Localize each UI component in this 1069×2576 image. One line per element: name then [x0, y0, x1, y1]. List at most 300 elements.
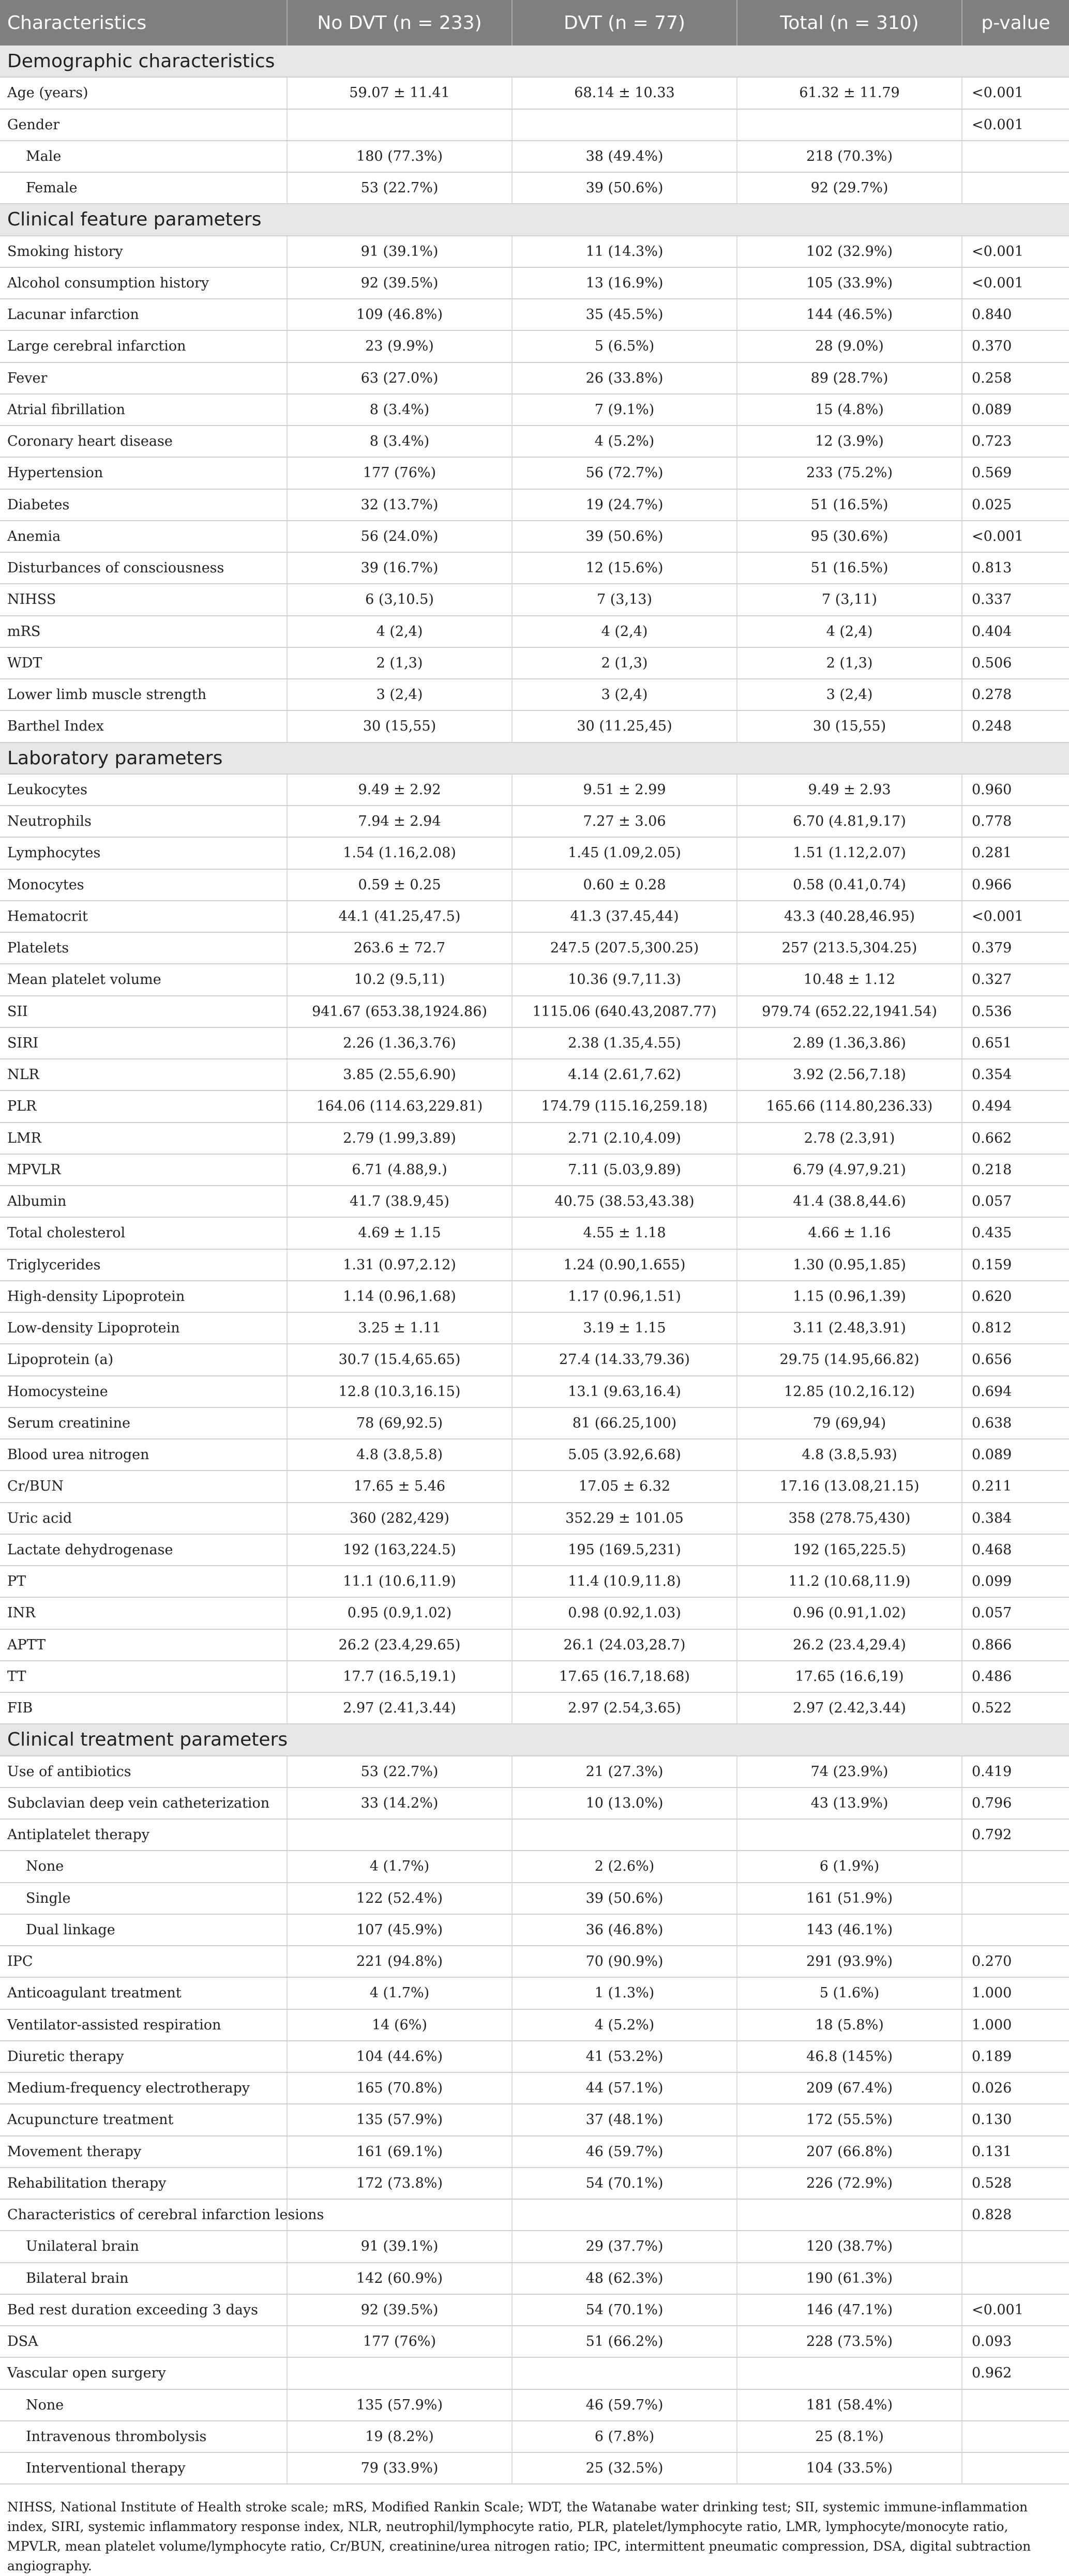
row-label: MPVLR	[0, 1154, 287, 1186]
dvt-cell: 26.1 (24.03,28.7)	[512, 1629, 737, 1661]
dvt-cell: 4 (2,4)	[512, 616, 737, 647]
total-cell: 146 (47.1%)	[737, 2294, 962, 2326]
table-row	[0, 1471, 1069, 1502]
table-footnote: NIHSS, National Institute of Health stroke scale; mRS, Modified Rankin Scale; WDT, the Watanabe water drinking test; SII, systemic immune-inflammation index, SIRI, systemic inflammatory response index, NLR, neutrophil/lymphocyte ratio, PLR, platelet/lymphocyte ratio, LMR, lymphocyte/monocyte ratio, MPVLR, mean platelet volume/lymphocyte ratio, Cr/BUN, creatinine/urea nitrogen ratio; IPC, intermittent pneumatic compression, DSA, digital subtraction angiography.	[7, 2499, 1031, 2573]
no-dvt-cell: 30 (15,55)	[287, 710, 512, 742]
table-row	[0, 584, 1069, 615]
no-dvt-cell: 26.2 (23.4,29.65)	[287, 1629, 512, 1661]
no-dvt-cell: 135 (57.9%)	[287, 2389, 512, 2421]
pvalue-cell: 0.089	[962, 1439, 1069, 1471]
pvalue-cell: 0.840	[962, 299, 1069, 330]
dvt-cell: 39 (50.6%)	[512, 172, 737, 204]
dvt-cell: 68.14 ± 10.33	[512, 77, 737, 109]
no-dvt-cell: 30.7 (15.4,65.65)	[287, 1344, 512, 1375]
dvt-cell: 13.1 (9.63,16.4)	[512, 1376, 737, 1407]
row-label: Large cerebral infarction	[0, 330, 287, 362]
row-label: Bilateral brain	[0, 2263, 287, 2294]
row-label: Disturbances of consciousness	[0, 552, 287, 584]
table-row	[0, 710, 1069, 742]
table-row	[0, 109, 1069, 141]
row-label: Lower limb muscle strength	[0, 679, 287, 710]
dvt-cell: 26 (33.8%)	[512, 362, 737, 394]
row-label: Lymphocytes	[0, 837, 287, 869]
total-cell: 9.49 ± 2.93	[737, 774, 962, 806]
total-cell	[737, 1819, 962, 1851]
pvalue-cell	[962, 1851, 1069, 1882]
total-cell: 43.3 (40.28,46.95)	[737, 901, 962, 932]
pvalue-cell: 0.536	[962, 996, 1069, 1027]
pvalue-cell: 0.159	[962, 1249, 1069, 1281]
section-title: Clinical treatment parameters	[0, 1724, 1069, 1755]
no-dvt-cell: 4.69 ± 1.15	[287, 1217, 512, 1249]
no-dvt-cell: 3 (2,4)	[287, 679, 512, 710]
row-label: NIHSS	[0, 584, 287, 615]
header-dvt: DVT (n = 77)	[512, 0, 737, 46]
dvt-cell: 247.5 (207.5,300.25)	[512, 932, 737, 964]
row-label: Male	[0, 141, 287, 172]
total-cell: 358 (278.75,430)	[737, 1503, 962, 1534]
pvalue-cell: 0.960	[962, 774, 1069, 806]
total-cell: 46.8 (145%)	[737, 2041, 962, 2072]
dvt-cell	[512, 2357, 737, 2389]
total-cell: 6.70 (4.81,9.17)	[737, 806, 962, 837]
table-row	[0, 394, 1069, 426]
no-dvt-cell: 8 (3.4%)	[287, 426, 512, 457]
section-header-row	[0, 743, 1069, 774]
dvt-cell: 9.51 ± 2.99	[512, 774, 737, 806]
row-label: Blood urea nitrogen	[0, 1439, 287, 1471]
total-cell: 226 (72.9%)	[737, 2168, 962, 2199]
no-dvt-cell: 53 (22.7%)	[287, 1756, 512, 1787]
no-dvt-cell: 23 (9.9%)	[287, 330, 512, 362]
header-row	[0, 0, 1069, 46]
total-cell: 12.85 (10.2,16.12)	[737, 1376, 962, 1407]
row-label: WDT	[0, 647, 287, 679]
total-cell: 2.89 (1.36,3.86)	[737, 1027, 962, 1059]
table-row	[0, 806, 1069, 837]
pvalue-cell: 0.130	[962, 2104, 1069, 2135]
pvalue-cell: 0.812	[962, 1312, 1069, 1344]
dvt-cell: 70 (90.9%)	[512, 1946, 737, 1977]
row-label: Alcohol consumption history	[0, 267, 287, 299]
row-label: Mean platelet volume	[0, 964, 287, 995]
no-dvt-cell: 177 (76%)	[287, 2326, 512, 2357]
no-dvt-cell: 78 (69,92.5)	[287, 1407, 512, 1439]
table-row	[0, 774, 1069, 806]
table-row	[0, 1059, 1069, 1090]
table-row	[0, 2389, 1069, 2421]
row-label: Intravenous thrombolysis	[0, 2421, 287, 2452]
no-dvt-cell: 2.79 (1.99,3.89)	[287, 1123, 512, 1154]
dvt-cell: 11 (14.3%)	[512, 236, 737, 267]
total-cell: 92 (29.7%)	[737, 172, 962, 204]
pvalue-cell: <0.001	[962, 267, 1069, 299]
section-header-row	[0, 204, 1069, 235]
total-cell: 28 (9.0%)	[737, 330, 962, 362]
row-label: Diuretic therapy	[0, 2041, 287, 2072]
row-label: SIRI	[0, 1027, 287, 1059]
dvt-cell: 19 (24.7%)	[512, 489, 737, 521]
pvalue-cell: <0.001	[962, 109, 1069, 141]
total-cell: 257 (213.5,304.25)	[737, 932, 962, 964]
pvalue-cell: 0.093	[962, 2326, 1069, 2357]
no-dvt-cell: 192 (163,224.5)	[287, 1534, 512, 1566]
pvalue-cell: 0.384	[962, 1503, 1069, 1534]
table-row	[0, 2199, 1069, 2231]
no-dvt-cell: 4 (2,4)	[287, 616, 512, 647]
pvalue-cell: 0.866	[962, 1629, 1069, 1661]
pvalue-cell: 0.651	[962, 1027, 1069, 1059]
dvt-cell: 1115.06 (640.43,2087.77)	[512, 996, 737, 1027]
row-label: Ventilator-assisted respiration	[0, 2009, 287, 2041]
total-cell: 6.79 (4.97,9.21)	[737, 1154, 962, 1186]
dvt-cell: 54 (70.1%)	[512, 2168, 737, 2199]
dvt-cell: 25 (32.5%)	[512, 2452, 737, 2484]
total-cell: 228 (73.5%)	[737, 2326, 962, 2357]
table-row	[0, 1407, 1069, 1439]
row-label: PLR	[0, 1090, 287, 1122]
row-label: Low-density Lipoprotein	[0, 1312, 287, 1344]
table-row	[0, 141, 1069, 172]
table-row	[0, 489, 1069, 521]
no-dvt-cell: 91 (39.1%)	[287, 236, 512, 267]
dvt-cell: 3 (2,4)	[512, 679, 737, 710]
table-row	[0, 1566, 1069, 1597]
row-label: None	[0, 2389, 287, 2421]
no-dvt-cell: 8 (3.4%)	[287, 394, 512, 426]
row-label: Hypertension	[0, 457, 287, 489]
dvt-cell: 39 (50.6%)	[512, 521, 737, 552]
dvt-cell	[512, 109, 737, 141]
header-pvalue: p-value	[962, 0, 1069, 46]
table-row	[0, 2294, 1069, 2326]
table-row	[0, 679, 1069, 710]
pvalue-cell: 0.506	[962, 647, 1069, 679]
dvt-cell: 30 (11.25,45)	[512, 710, 737, 742]
total-cell: 30 (15,55)	[737, 710, 962, 742]
pvalue-cell: 0.778	[962, 806, 1069, 837]
pvalue-cell: 0.694	[962, 1376, 1069, 1407]
no-dvt-cell: 263.6 ± 72.7	[287, 932, 512, 964]
row-label: Antiplatelet therapy	[0, 1819, 287, 1851]
no-dvt-cell: 104 (44.6%)	[287, 2041, 512, 2072]
table-row	[0, 1819, 1069, 1851]
dvt-cell: 1 (1.3%)	[512, 1977, 737, 2009]
no-dvt-cell: 32 (13.7%)	[287, 489, 512, 521]
no-dvt-cell: 92 (39.5%)	[287, 2294, 512, 2326]
no-dvt-cell: 4 (1.7%)	[287, 1851, 512, 1882]
dvt-cell: 2.97 (2.54,3.65)	[512, 1692, 737, 1724]
no-dvt-cell: 142 (60.9%)	[287, 2263, 512, 2294]
no-dvt-cell: 14 (6%)	[287, 2009, 512, 2041]
pvalue-cell	[962, 2389, 1069, 2421]
total-cell: 2.78 (2.3,91)	[737, 1123, 962, 1154]
dvt-cell	[512, 1819, 737, 1851]
dvt-cell: 10.36 (9.7,11.3)	[512, 964, 737, 995]
dvt-cell: 352.29 ± 101.05	[512, 1503, 737, 1534]
total-cell: 51 (16.5%)	[737, 489, 962, 521]
table-row	[0, 1692, 1069, 1724]
pvalue-cell: 0.258	[962, 362, 1069, 394]
row-label: Age (years)	[0, 77, 287, 109]
total-cell	[737, 2199, 962, 2231]
pvalue-cell: 0.813	[962, 552, 1069, 584]
table-row	[0, 647, 1069, 679]
no-dvt-cell: 19 (8.2%)	[287, 2421, 512, 2452]
row-label: Anticoagulant treatment	[0, 1977, 287, 2009]
total-cell: 4.66 ± 1.16	[737, 1217, 962, 1249]
no-dvt-cell: 44.1 (41.25,47.5)	[287, 901, 512, 932]
row-label: Leukocytes	[0, 774, 287, 806]
pvalue-cell: 0.025	[962, 489, 1069, 521]
row-label: Unilateral brain	[0, 2231, 287, 2262]
dvt-cell: 37 (48.1%)	[512, 2104, 737, 2135]
row-label: Uric acid	[0, 1503, 287, 1534]
no-dvt-cell: 221 (94.8%)	[287, 1946, 512, 1977]
pvalue-cell: 0.792	[962, 1819, 1069, 1851]
no-dvt-cell	[287, 109, 512, 141]
table-row	[0, 330, 1069, 362]
pvalue-cell: 0.278	[962, 679, 1069, 710]
total-cell: 3.11 (2.48,3.91)	[737, 1312, 962, 1344]
pvalue-cell: 0.404	[962, 616, 1069, 647]
total-cell: 12 (3.9%)	[737, 426, 962, 457]
total-cell: 0.58 (0.41,0.74)	[737, 869, 962, 901]
total-cell: 11.2 (10.68,11.9)	[737, 1566, 962, 1597]
table-row	[0, 1977, 1069, 2009]
no-dvt-cell: 6.71 (4.88,9.)	[287, 1154, 512, 1186]
table-row	[0, 236, 1069, 267]
dvt-cell: 4.55 ± 1.18	[512, 1217, 737, 1249]
dvt-cell: 1.45 (1.09,2.05)	[512, 837, 737, 869]
dvt-cell: 7 (3,13)	[512, 584, 737, 615]
row-label: DSA	[0, 2326, 287, 2357]
no-dvt-cell: 9.49 ± 2.92	[287, 774, 512, 806]
pvalue-cell: 0.354	[962, 1059, 1069, 1090]
total-cell: 979.74 (652.22,1941.54)	[737, 996, 962, 1027]
pvalue-cell: <0.001	[962, 2294, 1069, 2326]
row-label: FIB	[0, 1692, 287, 1724]
no-dvt-cell: 1.54 (1.16,2.08)	[287, 837, 512, 869]
pvalue-cell	[962, 141, 1069, 172]
dvt-cell: 12 (15.6%)	[512, 552, 737, 584]
total-cell: 207 (66.8%)	[737, 2136, 962, 2168]
total-cell: 18 (5.8%)	[737, 2009, 962, 2041]
dvt-cell: 3.19 ± 1.15	[512, 1312, 737, 1344]
no-dvt-cell: 56 (24.0%)	[287, 521, 512, 552]
section-title: Laboratory parameters	[0, 743, 1069, 774]
pvalue-cell: 0.468	[962, 1534, 1069, 1566]
row-label: Gender	[0, 109, 287, 141]
table-row	[0, 1883, 1069, 1914]
dvt-cell: 81 (66.25,100)	[512, 1407, 737, 1439]
dvt-cell: 0.60 ± 0.28	[512, 869, 737, 901]
no-dvt-cell: 41.7 (38.9,45)	[287, 1186, 512, 1217]
pvalue-cell: <0.001	[962, 77, 1069, 109]
no-dvt-cell: 33 (14.2%)	[287, 1787, 512, 1819]
pvalue-cell: 0.638	[962, 1407, 1069, 1439]
total-cell: 181 (58.4%)	[737, 2389, 962, 2421]
no-dvt-cell: 91 (39.1%)	[287, 2231, 512, 2262]
pvalue-cell: 0.327	[962, 964, 1069, 995]
row-label: Movement therapy	[0, 2136, 287, 2168]
row-label: Medium-frequency electrotherapy	[0, 2072, 287, 2104]
dvt-cell: 41 (53.2%)	[512, 2041, 737, 2072]
total-cell: 79 (69,94)	[737, 1407, 962, 1439]
total-cell: 4 (2,4)	[737, 616, 962, 647]
dvt-cell: 1.24 (0.90,1.655)	[512, 1249, 737, 1281]
pvalue-cell: 0.281	[962, 837, 1069, 869]
pvalue-cell: 0.099	[962, 1566, 1069, 1597]
no-dvt-cell: 2.97 (2.41,3.44)	[287, 1692, 512, 1724]
table-row	[0, 1217, 1069, 1249]
no-dvt-cell: 0.95 (0.9,1.02)	[287, 1597, 512, 1629]
row-label: Single	[0, 1883, 287, 1914]
dvt-cell: 11.4 (10.9,11.8)	[512, 1566, 737, 1597]
dvt-cell: 46 (59.7%)	[512, 2389, 737, 2421]
no-dvt-cell: 4 (1.7%)	[287, 1977, 512, 2009]
no-dvt-cell	[287, 2357, 512, 2389]
pvalue-cell	[962, 2452, 1069, 2484]
row-label: mRS	[0, 616, 287, 647]
no-dvt-cell: 6 (3,10.5)	[287, 584, 512, 615]
no-dvt-cell: 12.8 (10.3,16.15)	[287, 1376, 512, 1407]
total-cell: 25 (8.1%)	[737, 2421, 962, 2452]
dvt-cell: 4 (5.2%)	[512, 426, 737, 457]
no-dvt-cell: 92 (39.5%)	[287, 267, 512, 299]
table-row	[0, 1186, 1069, 1217]
table-row	[0, 1281, 1069, 1312]
row-label: Coronary heart disease	[0, 426, 287, 457]
row-label: Diabetes	[0, 489, 287, 521]
dvt-cell: 13 (16.9%)	[512, 267, 737, 299]
dvt-cell: 4.14 (2.61,7.62)	[512, 1059, 737, 1090]
pvalue-cell: 0.248	[962, 710, 1069, 742]
table-row	[0, 1344, 1069, 1375]
pvalue-cell: <0.001	[962, 236, 1069, 267]
pvalue-cell: 0.419	[962, 1756, 1069, 1787]
total-cell: 6 (1.9%)	[737, 1851, 962, 1882]
table-row	[0, 521, 1069, 552]
total-cell: 102 (32.9%)	[737, 236, 962, 267]
row-label: Triglycerides	[0, 1249, 287, 1281]
total-cell: 4.8 (3.8,5.93)	[737, 1439, 962, 1471]
row-label: LMR	[0, 1123, 287, 1154]
total-cell: 120 (38.7%)	[737, 2231, 962, 2262]
section-header-row	[0, 1724, 1069, 1755]
no-dvt-cell: 172 (73.8%)	[287, 2168, 512, 2199]
total-cell: 2 (1,3)	[737, 647, 962, 679]
table-row	[0, 2263, 1069, 2294]
table-row	[0, 996, 1069, 1027]
pvalue-cell: 0.662	[962, 1123, 1069, 1154]
pvalue-cell: 0.656	[962, 1344, 1069, 1375]
row-label: Total cholesterol	[0, 1217, 287, 1249]
table-row	[0, 1439, 1069, 1471]
pvalue-cell: 0.435	[962, 1217, 1069, 1249]
no-dvt-cell	[287, 1819, 512, 1851]
total-cell: 41.4 (38.8,44.6)	[737, 1186, 962, 1217]
row-label: APTT	[0, 1629, 287, 1661]
pvalue-cell: 0.379	[962, 932, 1069, 964]
table-row	[0, 1376, 1069, 1407]
table-row	[0, 1946, 1069, 1977]
pvalue-cell	[962, 1883, 1069, 1914]
total-cell: 7 (3,11)	[737, 584, 962, 615]
total-cell: 15 (4.8%)	[737, 394, 962, 426]
total-cell: 74 (23.9%)	[737, 1756, 962, 1787]
total-cell: 190 (61.3%)	[737, 2263, 962, 2294]
table-row	[0, 1154, 1069, 1186]
total-cell: 2.97 (2.42,3.44)	[737, 1692, 962, 1724]
row-label: INR	[0, 1597, 287, 1629]
pvalue-cell: 0.057	[962, 1597, 1069, 1629]
pvalue-cell: 0.057	[962, 1186, 1069, 1217]
pvalue-cell	[962, 2263, 1069, 2294]
total-cell: 1.30 (0.95,1.85)	[737, 1249, 962, 1281]
row-label: Female	[0, 172, 287, 204]
dvt-cell: 21 (27.3%)	[512, 1756, 737, 1787]
row-label: Fever	[0, 362, 287, 394]
total-cell: 192 (165,225.5)	[737, 1534, 962, 1566]
no-dvt-cell: 180 (77.3%)	[287, 141, 512, 172]
dvt-cell: 44 (57.1%)	[512, 2072, 737, 2104]
total-cell: 43 (13.9%)	[737, 1787, 962, 1819]
no-dvt-cell: 3.85 (2.55,6.90)	[287, 1059, 512, 1090]
dvt-cell	[512, 2199, 737, 2231]
pvalue-cell: 0.218	[962, 1154, 1069, 1186]
table-row	[0, 2104, 1069, 2135]
row-label: Serum creatinine	[0, 1407, 287, 1439]
table-row	[0, 1090, 1069, 1122]
no-dvt-cell: 53 (22.7%)	[287, 172, 512, 204]
dvt-cell: 2 (2.6%)	[512, 1851, 737, 1882]
table-row	[0, 901, 1069, 932]
dvt-cell: 10 (13.0%)	[512, 1787, 737, 1819]
no-dvt-cell: 7.94 ± 2.94	[287, 806, 512, 837]
total-cell: 89 (28.7%)	[737, 362, 962, 394]
total-cell: 1.15 (0.96,1.39)	[737, 1281, 962, 1312]
no-dvt-cell: 109 (46.8%)	[287, 299, 512, 330]
no-dvt-cell: 17.7 (16.5,19.1)	[287, 1661, 512, 1692]
table-row	[0, 267, 1069, 299]
no-dvt-cell: 107 (45.9%)	[287, 1914, 512, 1946]
table-row	[0, 1787, 1069, 1819]
dvt-cell: 2.38 (1.35,4.55)	[512, 1027, 737, 1059]
table-row	[0, 2357, 1069, 2389]
total-cell: 29.75 (14.95,66.82)	[737, 1344, 962, 1375]
no-dvt-cell: 165 (70.8%)	[287, 2072, 512, 2104]
no-dvt-cell: 1.31 (0.97,2.12)	[287, 1249, 512, 1281]
dvt-cell: 0.98 (0.92,1.03)	[512, 1597, 737, 1629]
row-label: Interventional therapy	[0, 2452, 287, 2484]
table-body	[0, 46, 1069, 2484]
table-header	[0, 0, 1069, 46]
no-dvt-cell: 2.26 (1.36,3.76)	[287, 1027, 512, 1059]
row-label: NLR	[0, 1059, 287, 1090]
pvalue-cell: <0.001	[962, 901, 1069, 932]
row-label: IPC	[0, 1946, 287, 1977]
table-row	[0, 362, 1069, 394]
table-row	[0, 2326, 1069, 2357]
dvt-cell: 27.4 (14.33,79.36)	[512, 1344, 737, 1375]
table-row	[0, 2452, 1069, 2484]
row-label: None	[0, 1851, 287, 1882]
dvt-cell: 174.79 (115.16,259.18)	[512, 1090, 737, 1122]
pvalue-cell: 0.723	[962, 426, 1069, 457]
pvalue-cell: <0.001	[962, 521, 1069, 552]
no-dvt-cell: 79 (33.9%)	[287, 2452, 512, 2484]
